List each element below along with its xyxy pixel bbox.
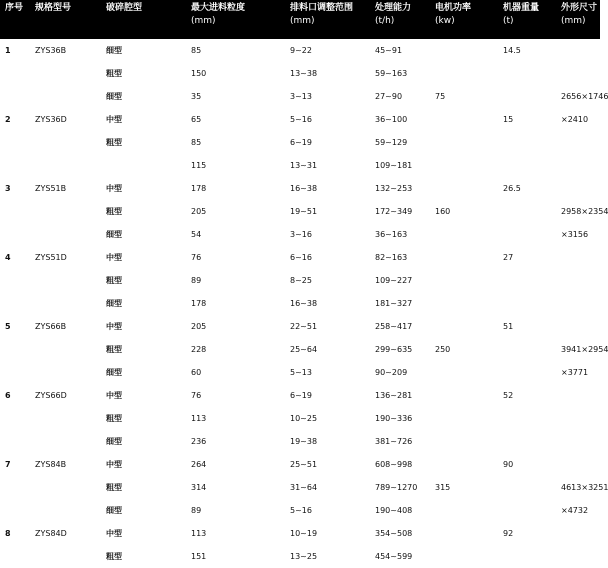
cell-model: ZYS84B	[35, 460, 67, 469]
table-row	[0, 223, 600, 246]
cell-model	[30, 200, 101, 223]
cell-index: 7	[5, 460, 11, 469]
table-row	[0, 200, 600, 223]
cell-discharge-range: 13~31	[290, 161, 318, 170]
cell-motor-power	[430, 108, 498, 131]
cell-machine-weight	[498, 407, 556, 430]
cell-cavity-type: 粗型	[106, 276, 122, 285]
table-row	[0, 85, 600, 108]
cell-dimensions	[556, 522, 600, 545]
table-row	[0, 476, 600, 499]
cell-model: ZYS51D	[35, 253, 67, 262]
cell-model	[30, 85, 101, 108]
cell-model	[30, 338, 101, 361]
cell-motor-power	[430, 177, 498, 200]
cell-machine-weight	[498, 62, 556, 85]
cell-machine-weight	[498, 200, 556, 223]
cell-cavity-type: 中型	[106, 253, 122, 262]
cell-model: ZYS51B	[35, 184, 67, 193]
cell-cavity-type: 粗型	[106, 345, 122, 354]
cell-machine-weight	[498, 361, 556, 384]
table-row	[0, 246, 600, 269]
table-row	[0, 315, 600, 338]
cell-cavity-type: 粗型	[106, 207, 122, 216]
cell-index	[0, 545, 30, 568]
cell-machine-weight	[498, 223, 556, 246]
cell-cavity-type: 细型	[106, 230, 122, 239]
cell-cavity-type: 中型	[106, 322, 122, 331]
cell-model	[30, 269, 101, 292]
cell-motor-power	[430, 154, 498, 177]
cell-discharge-range: 13~38	[290, 69, 318, 78]
cell-max-feed-size: 228	[191, 345, 207, 354]
cell-discharge-range: 19~38	[290, 437, 318, 446]
cell-capacity: 82~163	[375, 253, 408, 262]
cell-cavity-type: 粗型	[106, 483, 122, 492]
cell-dimensions	[556, 154, 600, 177]
cell-index	[0, 407, 30, 430]
cell-capacity: 27~90	[375, 92, 403, 101]
cell-cavity-type: 中型	[106, 529, 122, 538]
cell-capacity: 90~209	[375, 368, 408, 377]
table-row	[0, 384, 600, 407]
cell-motor-power	[430, 315, 498, 338]
cell-max-feed-size: 314	[191, 483, 207, 492]
cell-cavity-type: 细型	[106, 437, 122, 446]
cell-motor-power	[430, 223, 498, 246]
cell-discharge-range: 8~25	[290, 276, 312, 285]
cell-model	[30, 476, 101, 499]
table-row	[0, 292, 600, 315]
header-model: 规格型号	[30, 0, 101, 39]
cell-max-feed-size: 178	[191, 184, 207, 193]
cell-capacity: 132~253	[375, 184, 413, 193]
cell-machine-weight	[498, 499, 556, 522]
cell-dimensions	[556, 131, 600, 154]
cell-machine-weight: 51	[503, 322, 514, 331]
cell-dimensions	[556, 384, 600, 407]
cell-index: 1	[5, 46, 11, 55]
cell-machine-weight: 15	[503, 115, 514, 124]
cell-dimensions	[556, 62, 600, 85]
cell-motor-power	[430, 361, 498, 384]
cell-index	[0, 430, 30, 453]
cell-discharge-range: 25~64	[290, 345, 318, 354]
cell-discharge-range: 9~22	[290, 46, 312, 55]
cell-max-feed-size: 85	[191, 46, 202, 55]
cell-index: 5	[5, 322, 11, 331]
cell-machine-weight: 14.5	[503, 46, 521, 55]
cell-dimensions	[556, 407, 600, 430]
cell-max-feed-size: 35	[191, 92, 202, 101]
cell-machine-weight	[498, 85, 556, 108]
table-row	[0, 154, 600, 177]
cell-dimensions: ×3771	[561, 368, 589, 377]
table-row	[0, 177, 600, 200]
cell-capacity: 181~327	[375, 299, 413, 308]
table-row	[0, 499, 600, 522]
cell-cavity-type: 细型	[106, 368, 122, 377]
cell-machine-weight	[498, 154, 556, 177]
cell-model	[30, 131, 101, 154]
cell-max-feed-size: 150	[191, 69, 207, 78]
cell-cavity-type: 细型	[106, 92, 122, 101]
table-row	[0, 430, 600, 453]
cell-discharge-range: 10~19	[290, 529, 318, 538]
cell-discharge-range: 5~16	[290, 115, 312, 124]
cell-capacity: 59~129	[375, 138, 408, 147]
cell-cavity-type	[101, 154, 186, 177]
table-row	[0, 545, 600, 568]
cell-cavity-type: 粗型	[106, 414, 122, 423]
cell-capacity: 608~998	[375, 460, 413, 469]
cell-capacity: 258~417	[375, 322, 413, 331]
cell-model: ZYS36B	[35, 46, 67, 55]
cell-discharge-range: 6~19	[290, 138, 312, 147]
cell-dimensions: 3941×2954	[561, 345, 608, 354]
cell-machine-weight	[498, 476, 556, 499]
table-header-row	[0, 0, 600, 39]
cell-dimensions	[556, 545, 600, 568]
cell-motor-power	[430, 384, 498, 407]
cell-model	[30, 545, 101, 568]
table-row	[0, 62, 600, 85]
cell-motor-power	[430, 499, 498, 522]
cell-motor-power	[430, 292, 498, 315]
cell-index: 6	[5, 391, 11, 400]
cell-dimensions	[556, 453, 600, 476]
cell-dimensions: 2958×2354	[561, 207, 608, 216]
cell-motor-power	[430, 407, 498, 430]
header-index: 序号	[0, 0, 30, 39]
cell-capacity: 36~100	[375, 115, 408, 124]
cell-machine-weight: 27	[503, 253, 514, 262]
cell-machine-weight	[498, 269, 556, 292]
cell-index: 4	[5, 253, 11, 262]
cell-cavity-type: 粗型	[106, 138, 122, 147]
cell-index	[0, 200, 30, 223]
cell-index	[0, 269, 30, 292]
cell-capacity: 190~336	[375, 414, 413, 423]
cell-index	[0, 62, 30, 85]
cell-motor-power	[430, 430, 498, 453]
cell-dimensions	[556, 246, 600, 269]
cell-capacity: 45~91	[375, 46, 403, 55]
cell-max-feed-size: 205	[191, 207, 207, 216]
cell-model	[30, 62, 101, 85]
cell-capacity: 172~349	[375, 207, 413, 216]
cell-max-feed-size: 236	[191, 437, 207, 446]
cell-model: ZYS66B	[35, 322, 67, 331]
cell-motor-power	[430, 131, 498, 154]
cell-machine-weight: 90	[503, 460, 514, 469]
table-row	[0, 269, 600, 292]
cell-dimensions	[556, 177, 600, 200]
cell-cavity-type: 细型	[106, 506, 122, 515]
cell-max-feed-size: 115	[191, 161, 207, 170]
cell-model: ZYS84D	[35, 529, 67, 538]
cell-capacity: 109~227	[375, 276, 413, 285]
cell-motor-power	[430, 522, 498, 545]
cell-motor-power: 250	[435, 345, 451, 354]
cell-index	[0, 154, 30, 177]
cell-model	[30, 407, 101, 430]
cell-cavity-type: 中型	[106, 184, 122, 193]
table-row	[0, 361, 600, 384]
cell-discharge-range: 13~25	[290, 552, 318, 561]
cell-model	[30, 154, 101, 177]
cell-motor-power	[430, 62, 498, 85]
cell-max-feed-size: 89	[191, 276, 202, 285]
cell-capacity: 59~163	[375, 69, 408, 78]
cell-capacity: 299~635	[375, 345, 413, 354]
header-max-feed-size: 最大进料粒度 (mm)	[186, 0, 285, 39]
cell-dimensions	[556, 269, 600, 292]
cell-motor-power	[430, 39, 498, 62]
cell-capacity: 36~163	[375, 230, 408, 239]
cell-cavity-type: 粗型	[106, 552, 122, 561]
cell-max-feed-size: 76	[191, 253, 202, 262]
cell-model	[30, 499, 101, 522]
cell-model	[30, 223, 101, 246]
cell-model: ZYS36D	[35, 115, 67, 124]
cell-discharge-range: 16~38	[290, 299, 318, 308]
header-motor-power: 电机功率 (kw)	[430, 0, 498, 39]
cell-machine-weight: 92	[503, 529, 514, 538]
cell-discharge-range: 31~64	[290, 483, 318, 492]
cell-index	[0, 476, 30, 499]
cell-index: 2	[5, 115, 11, 124]
cell-machine-weight	[498, 430, 556, 453]
cell-cavity-type: 细型	[106, 46, 122, 55]
cell-capacity: 190~408	[375, 506, 413, 515]
cell-dimensions	[556, 315, 600, 338]
cell-capacity: 381~726	[375, 437, 413, 446]
cell-dimensions: 2656×1746	[561, 92, 608, 101]
table-row	[0, 131, 600, 154]
cell-max-feed-size: 113	[191, 529, 207, 538]
cell-machine-weight	[498, 338, 556, 361]
cell-index	[0, 499, 30, 522]
table-row	[0, 453, 600, 476]
cell-index	[0, 223, 30, 246]
cell-index: 3	[5, 184, 11, 193]
cell-index	[0, 85, 30, 108]
cell-max-feed-size: 85	[191, 138, 202, 147]
cell-discharge-range: 22~51	[290, 322, 318, 331]
cell-dimensions: ×4732	[561, 506, 589, 515]
cell-max-feed-size: 151	[191, 552, 207, 561]
cell-discharge-range: 6~19	[290, 391, 312, 400]
cell-motor-power: 315	[435, 483, 451, 492]
cell-cavity-type: 中型	[106, 115, 122, 124]
cell-discharge-range: 5~13	[290, 368, 312, 377]
cell-dimensions	[556, 430, 600, 453]
cell-capacity: 136~281	[375, 391, 413, 400]
header-cavity-type: 破碎腔型	[101, 0, 186, 39]
cell-max-feed-size: 60	[191, 368, 202, 377]
cell-motor-power	[430, 453, 498, 476]
cell-index: 8	[5, 529, 11, 538]
cell-index	[0, 131, 30, 154]
cell-model: ZYS66D	[35, 391, 67, 400]
cell-max-feed-size: 178	[191, 299, 207, 308]
cell-max-feed-size: 76	[191, 391, 202, 400]
cell-capacity: 109~181	[375, 161, 413, 170]
cell-capacity: 789~1270	[375, 483, 418, 492]
cell-discharge-range: 6~16	[290, 253, 312, 262]
cell-motor-power	[430, 269, 498, 292]
cell-index	[0, 361, 30, 384]
cell-discharge-range: 16~38	[290, 184, 318, 193]
cell-machine-weight: 52	[503, 391, 514, 400]
table-row	[0, 338, 600, 361]
cell-motor-power: 160	[435, 207, 451, 216]
cell-index	[0, 292, 30, 315]
cell-max-feed-size: 205	[191, 322, 207, 331]
header-discharge-range: 排料口调整范围 (mm)	[285, 0, 370, 39]
cell-motor-power	[430, 545, 498, 568]
cell-cavity-type: 中型	[106, 460, 122, 469]
header-capacity: 处理能力 (t/h)	[370, 0, 430, 39]
cell-discharge-range: 25~51	[290, 460, 318, 469]
table-row	[0, 39, 600, 62]
cell-discharge-range: 3~13	[290, 92, 312, 101]
table-row	[0, 522, 600, 545]
cell-discharge-range: 19~51	[290, 207, 318, 216]
header-dimensions: 外形尺寸 (mm)	[556, 0, 600, 39]
cell-capacity: 354~508	[375, 529, 413, 538]
cell-model	[30, 292, 101, 315]
cell-motor-power	[430, 246, 498, 269]
cell-capacity: 454~599	[375, 552, 413, 561]
cell-machine-weight	[498, 545, 556, 568]
cell-discharge-range: 3~16	[290, 230, 312, 239]
cell-machine-weight	[498, 131, 556, 154]
cell-cavity-type: 粗型	[106, 69, 122, 78]
cell-dimensions	[556, 292, 600, 315]
cell-model	[30, 430, 101, 453]
cell-cavity-type: 细型	[106, 299, 122, 308]
table-row	[0, 407, 600, 430]
cell-max-feed-size: 113	[191, 414, 207, 423]
cell-max-feed-size: 54	[191, 230, 202, 239]
cell-index	[0, 338, 30, 361]
cell-machine-weight: 26.5	[503, 184, 521, 193]
cell-discharge-range: 5~16	[290, 506, 312, 515]
table-row	[0, 108, 600, 131]
cell-dimensions: ×2410	[561, 115, 589, 124]
cell-max-feed-size: 89	[191, 506, 202, 515]
header-machine-weight: 机器重量 (t)	[498, 0, 556, 39]
cell-max-feed-size: 65	[191, 115, 202, 124]
cell-dimensions: 4613×3251	[561, 483, 608, 492]
cell-dimensions: ×3156	[561, 230, 589, 239]
cell-max-feed-size: 264	[191, 460, 207, 469]
cell-dimensions	[556, 39, 600, 62]
cell-cavity-type: 中型	[106, 391, 122, 400]
cell-motor-power: 75	[435, 92, 446, 101]
cell-model	[30, 361, 101, 384]
cell-discharge-range: 10~25	[290, 414, 318, 423]
cell-machine-weight	[498, 292, 556, 315]
